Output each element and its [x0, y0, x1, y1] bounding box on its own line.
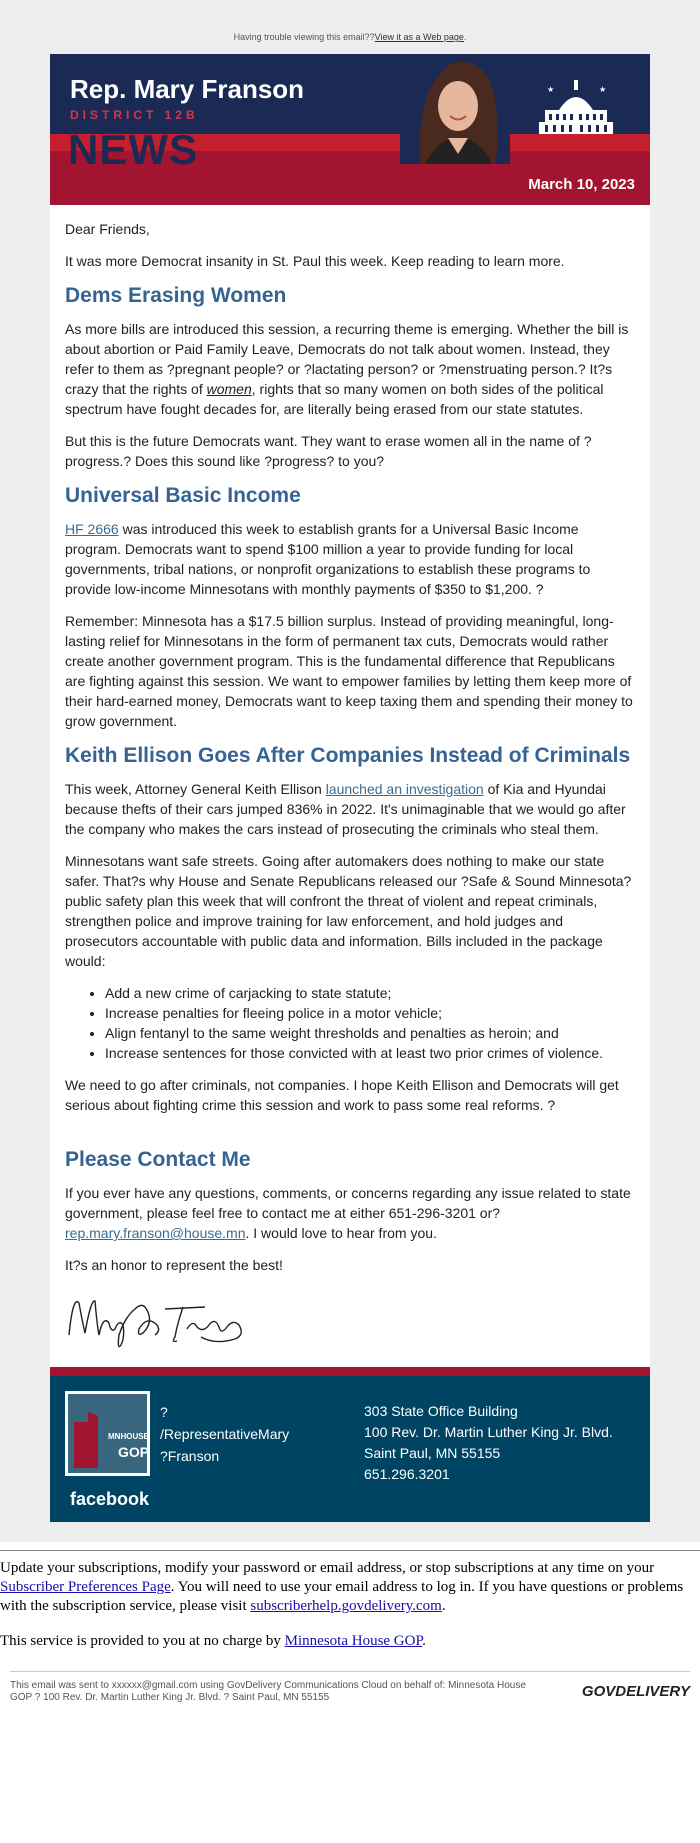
- section-heading-keith-ellison: Keith Ellison Goes After Companies Instead of Criminals: [65, 744, 631, 767]
- list-item: • Add a new crime of carjacking to state statute;: [105, 983, 635, 1003]
- bills-list: [65, 983, 635, 1063]
- paragraph: Minnesotans want safe streets. Going after automakers does nothing to make our state safer. That?s why House and Senate Republicans released our ?Safe & Sound Minnesota? public safety plan this week that will confront the threat of violent and repeat criminals, strengthen police and improve training for law enforcement, and hold judges and prosecutors accountable with public data and information. Bills included in the package would:: [65, 853, 632, 969]
- hf-2666-link[interactable]: HF 2666: [65, 521, 119, 537]
- subscriber-help-link[interactable]: subscriberhelp.govdelivery.com: [250, 1598, 442, 1614]
- sent-to-notice: This email was sent to xxxxxx@gmail.com using GovDelivery Communications Cloud on behalf of: Minnesota House GOP ? 100 Rev. Dr. Martin Luther King Jr. Blvd. ? Saint Paul, MN 55155: [10, 1680, 526, 1703]
- facebook-wordmark[interactable]: facebook: [70, 1489, 150, 1509]
- section-heading-dems-erasing-women: Dems Erasing Women: [65, 284, 287, 307]
- paragraph: As more bills are introduced this session, a recurring theme is emerging. Whether the bill is about abortion or Paid Family Leave, Democrats do not talk about women. Instead, they refer to them as ?pregnant people? or ?lactating person? or ?menstruating person.? It?s crazy that the rights of women, rights that so many women on both sides of the political spectrum have fought decades for, are literally being erased from our state statutes.: [65, 321, 629, 417]
- preheader: Having trouble viewing this email??View it as a Web page.: [233, 32, 467, 42]
- preheader-text: Having trouble viewing this email??: [233, 32, 375, 42]
- footer-divider: [50, 1367, 650, 1376]
- paragraph: We need to go after criminals, not companies. I hope Keith Ellison and Democrats will get serious about fighting crime this session and work to pass some real reforms. ?: [65, 1077, 619, 1113]
- facebook-handle[interactable]: ? /RepresentativeMary ?Franson: [160, 1404, 290, 1464]
- signature-image: [65, 1285, 255, 1355]
- paragraph: If you ever have any questions, comments, or concerns regarding any issue related to state government, please feel free to contact me at either 651-296-3201 or? rep.mary.franson@house.mn. I would love to hear from you.: [65, 1185, 631, 1241]
- svg-text:★: ★: [547, 85, 555, 94]
- list-item: • Increase penalties for fleeing police in a motor vehicle;: [105, 1003, 635, 1023]
- paragraph: This week, Attorney General Keith Ellison launched an investigation of Kia and Hyundai because thefts of their cars jumped 836% in 2022. It's unimaginable that we would go after the company who makes the cars instead of prosecuting the criminals who steal them.: [65, 781, 626, 837]
- minnesota-house-gop-link[interactable]: Minnesota House GOP: [284, 1633, 423, 1649]
- newsletter-banner: [50, 54, 650, 205]
- section-heading-please-contact-me: Please Contact Me: [65, 1148, 251, 1171]
- greeting: Dear Friends,: [65, 221, 150, 237]
- paragraph: HF 2666 was introduced this week to establish grants for a Universal Basic Income program. Democrats want to spend $100 million a year to provide funding for local governments, tribal nations, or nonprofit organizations to establish these programs to provide low-income Minnesotans with monthly payments of $350 to $1,200. ?: [65, 521, 591, 597]
- govdelivery-logo[interactable]: GOVDELIVERY: [581, 1683, 690, 1700]
- contact-footer: [50, 1376, 650, 1522]
- svg-text:★: ★: [599, 85, 607, 94]
- subscription-notice: Update your subscriptions, modify your password or email address, or stop subscriptions at any time on your Subscriber Preferences Page. You will need to use your email address to log in. If you have questions or problems with the subscription service, please visit subscriberhelp.govdelivery.com.: [0, 1560, 684, 1614]
- govdelivery-footer: [10, 1671, 690, 1721]
- logo-gop: GOP: [118, 1444, 150, 1460]
- banner-news: NEWS: [68, 126, 198, 173]
- intro-paragraph: It was more Democrat insanity in St. Paul this week. Keep reading to learn more.: [65, 253, 565, 269]
- newsletter-date: March 10, 2023: [528, 176, 635, 193]
- investigation-link[interactable]: launched an investigation: [325, 781, 484, 797]
- view-web-page-link[interactable]: View it as a Web page: [374, 32, 464, 42]
- email-container: [50, 54, 650, 1522]
- mn-house-gop-logo[interactable]: [65, 1391, 150, 1476]
- banner-name: Rep. Mary Franson: [70, 74, 305, 104]
- closing: It?s an honor to represent the best!: [65, 1257, 283, 1273]
- newsletter-body: [50, 205, 650, 1367]
- subscriber-preferences-link[interactable]: Subscriber Preferences Page: [0, 1579, 171, 1595]
- govdelivery-section: [0, 1550, 700, 1721]
- email-link[interactable]: rep.mary.franson@house.mn: [65, 1225, 246, 1241]
- paragraph: Remember: Minnesota has a $17.5 billion surplus. Instead of providing meaningful, long-lasting relief for Minnesotans in the form of permanent tax cuts, Democrats would rather create another government program. This is the fundamental difference that Republicans are fighting against this session. We want to empower families by letting them keep more of their hard-earned money, Democrats want to keep taxing them and spending their money to grow government.: [65, 613, 633, 729]
- representative-photo: [400, 54, 510, 164]
- list-item: • Align fentanyl to the same weight thresholds and penalties as heroin; and: [105, 1023, 635, 1043]
- office-address: 303 State Office Building 100 Rev. Dr. Martin Luther King Jr. Blvd. Saint Paul, MN 55155 651.296.3201: [364, 1401, 613, 1485]
- logo-mnhouse: MNHOUSE: [108, 1432, 149, 1441]
- office-phone: 651.296.3201: [364, 1466, 450, 1482]
- capitol-icon: [537, 78, 615, 136]
- paragraph: But this is the future Democrats want. They want to erase women all in the name of ?progress.? Does this sound like ?progress? to you?: [65, 433, 592, 469]
- section-heading-universal-basic-income: Universal Basic Income: [65, 484, 301, 507]
- list-item: • Increase sentences for those convicted with at least two prior crimes of violence.: [105, 1043, 635, 1063]
- service-notice: This service is provided to you at no charge by Minnesota House GOP.: [0, 1633, 426, 1649]
- banner-district: DISTRICT 12B: [70, 108, 199, 122]
